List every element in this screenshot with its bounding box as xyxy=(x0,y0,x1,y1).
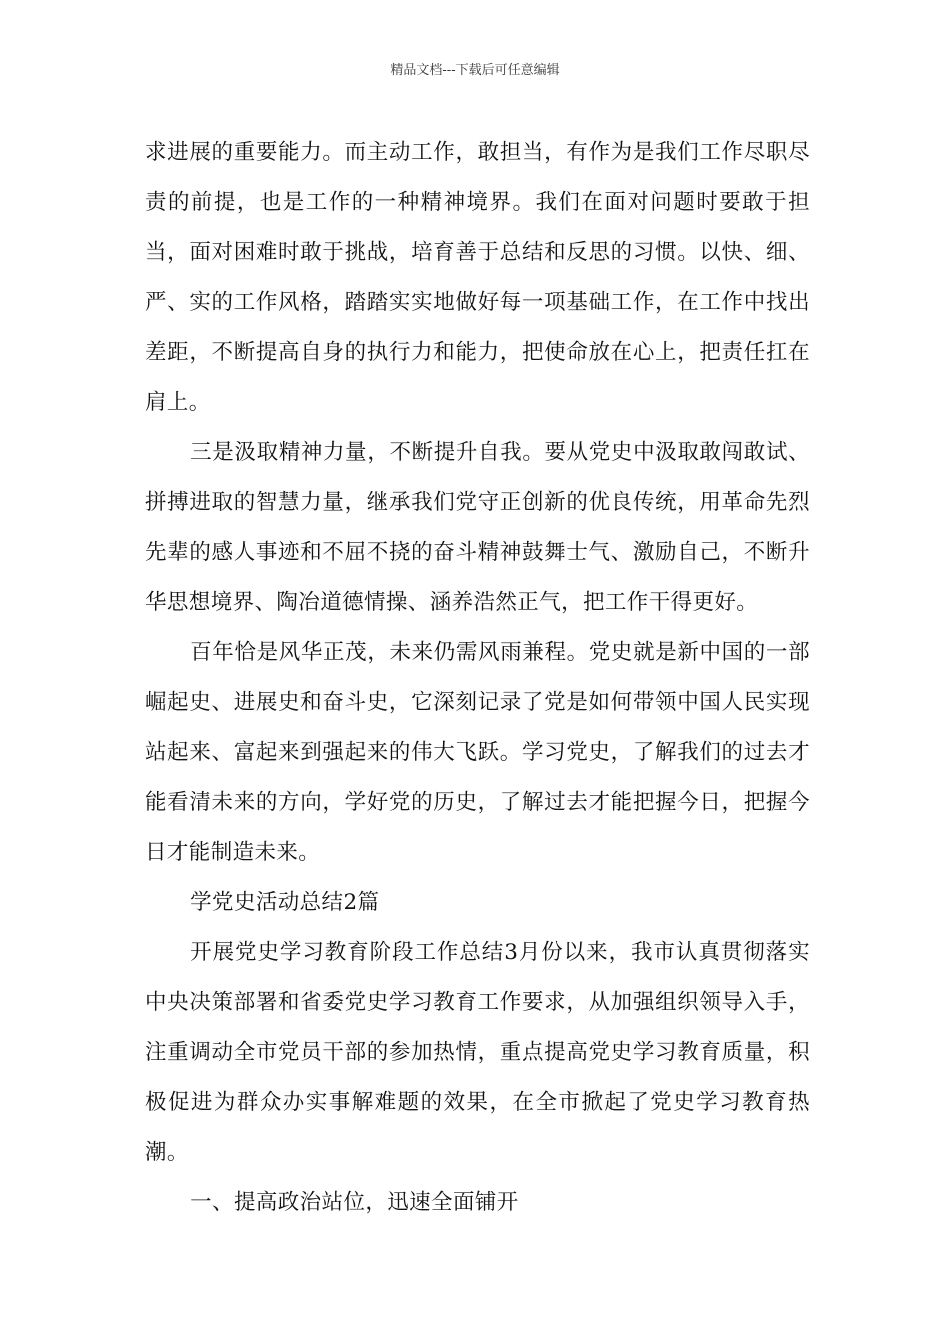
paragraph-continuation: 求进展的重要能力。而主动工作，敢担当，有作为是我们工作尽职尽责的前提，也是工作的一种精神境界。我们在面对问题时要敢于担当，面对困难时敢于挑战，培育善于总结和反思的习惯。以快、细、严、实的工作风格，踏踏实实地做好每一项基础工作，在工作中找出差距，不断提高自身的执行力和能力，把使命放在心上，把责任扛在肩上。 xyxy=(145,140,810,415)
section-title: 学党史活动总结2篇 xyxy=(190,890,380,915)
page-header: 精品文档---下载后可任意编辑 xyxy=(390,63,560,78)
paragraph-conclusion: 百年恰是风华正茂，未来仍需风雨兼程。党史就是新中国的一部崛起史、进展史和奋斗史，它深刻记录了党是如何带领中国人民实现站起来、富起来到强起来的伟大飞跃。学习党史，了解我们的过去才能看清未来的方向，学好党的历史，了解过去才能把握今日，把握今日才能制造未来。 xyxy=(145,640,810,865)
paragraph-summary-intro: 开展党史学习教育阶段工作总结3月份以来，我市认真贯彻落实中央决策部署和省委党史学习教育工作要求，从加强组织领导入手，注重调动全市党员干部的参加热情，重点提高党史学习教育质量，积极促进为群众办实事解难题的效果，在全市掀起了党史学习教育热潮。 xyxy=(145,940,810,1165)
paragraph-point-three: 三是汲取精神力量，不断提升自我。要从党史中汲取敢闯敢试、拼搏进取的智慧力量，继承我们党守正创新的优良传统，用革命先烈先辈的感人事迹和不屈不挠的奋斗精神鼓舞士气、激励自己，不断升华思想境界、陶冶道德情操、涵养浩然正气，把工作干得更好。 xyxy=(145,440,810,615)
subheading-one: 一、提高政治站位，迅速全面铺开 xyxy=(190,1190,519,1215)
document-body xyxy=(145,128,810,1228)
